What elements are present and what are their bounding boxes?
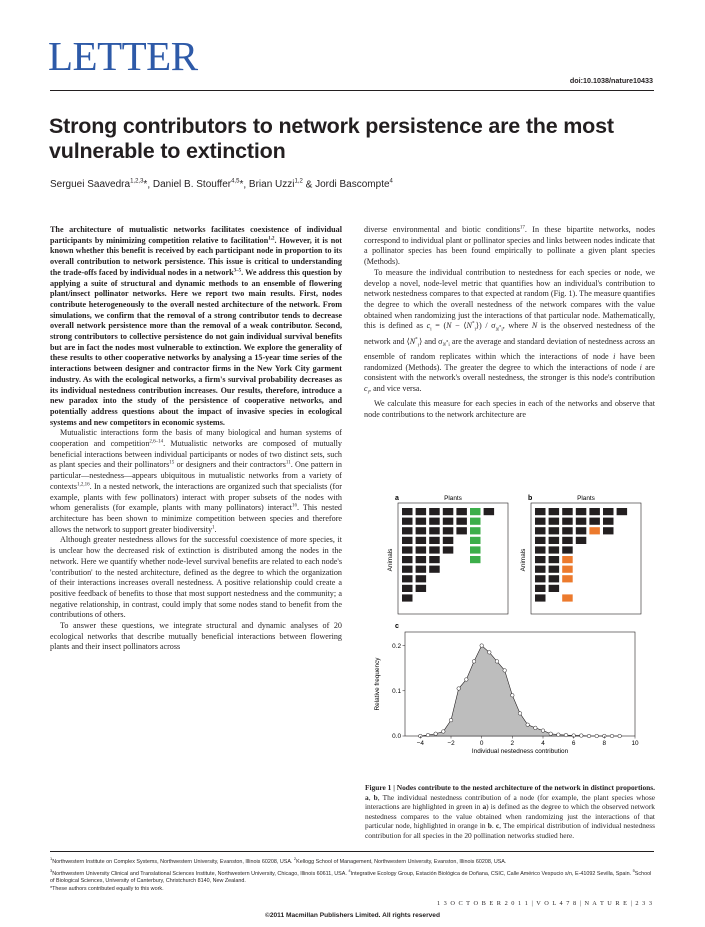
highlighted-cell-orange: [562, 566, 573, 573]
matrix-b: [535, 508, 627, 602]
interaction-cell: [535, 518, 546, 525]
panel-b-label: b: [528, 495, 533, 502]
interaction-cell: [443, 537, 454, 544]
data-point: [457, 687, 461, 691]
body-paragraph: We calculate this measure for each species in each of the networks and observe that node contributions to the network architecture are: [364, 399, 655, 420]
data-point: [564, 733, 568, 737]
data-point: [557, 733, 561, 737]
author-4[interactable]: Jordi Bascompte$^4$: [315, 179, 393, 191]
author-3[interactable]: Brian Uzzi$^{1,2}$: [248, 179, 303, 191]
interaction-cell: [429, 546, 440, 553]
interaction-cell: [416, 585, 427, 592]
highlighted-cell-green: [470, 556, 481, 563]
highlighted-cell-green: [470, 508, 481, 515]
interaction-cell: [603, 508, 614, 515]
body-paragraph-equation: To measure the individual contribution to nestedness for each species or node, we develop a novel, node-level metric that quantifies how an individual's contribution to network nestedness compares to that expected at random (Fig. 1). The measure quantifies the degree to which the overall nestedness of the network compares with the value obtained when randomizing just the interactions of that particular node. Mathematically, this is defined as $c_i = (N$ − $⟨N^*_i⟩) / \sigma_{N^*i}$, where N is the observed nestedness of the network and $⟨N^*_i⟩$ and $\sigma_{N^*i}$ are the average and standard deviation of nestedness across an ensemble of random replicates within which the interactions of node i have been randomized (Methods). The greater the degree to which the interactions of node i are consistent with the network's overall nestedness, the stronger is this node's contribution $c_i$, and vice versa.: [364, 267, 655, 396]
data-point: [472, 660, 476, 664]
interaction-cell: [416, 575, 427, 582]
panel-a-animals-label: Animals: [387, 548, 394, 572]
figure-1: [365, 492, 655, 777]
interaction-cell: [603, 518, 614, 525]
doi-link[interactable]: doi:10.1038/nature10433: [569, 76, 653, 85]
interaction-cell: [535, 546, 546, 553]
interaction-cell: [562, 527, 573, 534]
body-paragraph: Mutualistic interactions form the basis of many biological and human systems of cooperation and competition$^{2,6-14}$. Mutualistic networks are composed of mutually beneficial interactions between individual participants or nodes of two distinct sets, such as plant species and their pollinators$^{15}$ or designers and their contractors$^{11}$. One pattern in particular—nestedness—appears ubiquitous in mutualistic networks from a variety of contexts$^{1,2,16}$. In a nested network, the interactions are organized such that specialists (for example, plants with few pollinators) interact with proper subsets of the nodes with whom generalists (for example, plants with many pollinators) interact$^{16}$. This nested architecture has been shown to minimize competition between species and therefore allows the network to support greater biodiversity$^1$.: [50, 428, 342, 534]
data-point: [534, 726, 538, 730]
data-point: [610, 734, 614, 738]
data-point: [426, 733, 430, 737]
body-paragraph: To answer these questions, we integrate structural and dynamic analyses of 20 ecological networks that describe mutually beneficial interactions between flowering plants and their insect pollinators across: [50, 621, 342, 652]
data-point: [595, 734, 599, 738]
article-title: Strong contributors to network persistence are the most vulnerable to extinction: [49, 114, 614, 163]
panel-c-xlabel: Individual nestedness contribution: [471, 748, 569, 755]
histogram: [392, 643, 639, 747]
interaction-cell: [576, 518, 587, 525]
interaction-cell: [535, 594, 546, 601]
interaction-cell: [549, 566, 560, 573]
data-point: [480, 644, 484, 648]
interaction-cell: [562, 508, 573, 515]
panel-b-animals-label: Animals: [520, 548, 527, 572]
interaction-cell: [576, 508, 587, 515]
affiliation-note: *These authors contributed equally to this work.: [50, 886, 164, 893]
interaction-cell: [549, 537, 560, 544]
copyright: ©2011 Macmillan Publishers Limited. All rights reserved: [264, 912, 441, 919]
data-point: [580, 734, 584, 738]
interaction-cell: [562, 537, 573, 544]
interaction-cell: [589, 508, 600, 515]
interaction-cell: [416, 556, 427, 563]
interaction-cell: [535, 575, 546, 582]
figure-caption: Figure 1 | Nodes contribute to the nested architecture of the network in distinct proportions. a, b, The individual nestedness contribution of a node (for example, the plant species whose interactions are highlighted in green in a) is defined as the degree to which the observed network nestedness compares to the value obtained when randomizing just the interactions of that particular node, highlighted in orange in b. c, The empirical distribution of individual nestedness contribution for all species in the 20 pollination networks studied here.: [365, 783, 656, 840]
affiliation-line: $^1$Northwestern Institute on Complex Systems, Northwestern University, Evanston, Illinois 60208, USA. $^2$Kellogg School of Management, Northwestern University, Evanston, Illinois 60208, USA.: [50, 856, 507, 865]
data-point: [442, 730, 446, 734]
distribution-area: [420, 646, 619, 736]
interaction-cell: [416, 537, 427, 544]
interaction-cell: [443, 508, 454, 515]
journal-section-label: LETTER: [48, 33, 198, 79]
interaction-cell: [549, 585, 560, 592]
interaction-cell: [549, 527, 560, 534]
interaction-cell: [416, 546, 427, 553]
interaction-cell: [429, 508, 440, 515]
affiliation-line: $^3$Northwestern University Clinical and Translational Sciences Institute, Northwestern University, Chicago, Illinois 60611, USA. $^4$Integrative Ecology Group, Estación Biológica de Doñana, CSIC, Calle Américo Vespucio s/n, E-41092 Sevilla, Spain. $^5$School of Biological Sciences, University of Canterbury, Christchurch 8140, New Zealand.: [50, 867, 652, 885]
x-tick-label: −4: [416, 740, 424, 747]
data-point: [511, 694, 515, 698]
abstract: The architecture of mutualistic networks facilitates coexistence of individual participants by minimizing competition relative to facilitation$^{1,2}$. However, it is not known whether this benefit is received by each participant node in proportion to its overall contribution to network persistence. This issue is critical to understanding the trade-offs faced by individual nodes in a network$^{3-5}$. We address this question by applying a suite of structural and dynamic methods to an ensemble of flowering plant/insect pollinator networks. Here we report two main results. First, nodes contribute heterogeneously to the overall nested architecture of the network. From simulations, we confirm that the removal of a strong contributor tends to decrease overall network persistence more than the removal of a weak contributor. Second, strong contributors to collective persistence do not gain individual survival benefits but are in fact the nodes most vulnerable to extinction. We explore the generality of these results to other cooperative networks by analysing a 15-year time series of the interactions between designer and contractor firms in the New York City garment industry. As with the ecological networks, a firm's survival probability decreases as its individual nestedness contribution increases. Our results, therefore, introduce a new paradox into the study of the persistence of cooperative networks, and potentially address questions about the impact of invasive species in ecological systems and new competitors in economic systems.: [50, 225, 343, 427]
y-tick-label: 0.1: [392, 687, 401, 695]
interaction-cell: [603, 527, 614, 534]
interaction-cell: [402, 566, 413, 573]
panel-a-plants-label: Plants: [444, 495, 462, 502]
interaction-cell: [443, 518, 454, 525]
x-tick-label: 4: [541, 740, 545, 747]
interaction-cell: [443, 546, 454, 553]
x-tick-label: 2: [510, 740, 515, 747]
interaction-cell: [416, 527, 427, 534]
matrix-a: [402, 508, 494, 602]
highlighted-cell-green: [470, 537, 481, 544]
body-paragraph: diverse environmental and biotic conditions$^{17}$. In these bipartite networks, nodes correspond to individual plant or pollinator species and links between nodes indicate that a pollinator species has been found empirically to pollinate a given plant species (Methods).: [364, 225, 655, 267]
interaction-cell: [562, 546, 573, 553]
data-point: [503, 669, 507, 673]
data-point: [549, 732, 553, 736]
data-point: [434, 732, 438, 736]
interaction-cell: [402, 537, 413, 544]
data-point: [465, 678, 469, 682]
highlighted-cell-green: [470, 527, 481, 534]
interaction-cell: [576, 537, 587, 544]
affiliation-rule: [50, 851, 654, 852]
interaction-cell: [456, 527, 467, 534]
body-paragraph: Although greater nestedness allows for the successful coexistence of more species, it is unclear how the decreased risk of extinction is distributed among the nodes in the network. Here we quantify whether node-level survival benefits are related to each node's 'contribution' to the nested architecture, defined as the degree to which the organization of their interactions increases overall nestedness. A positive relationship could create a positive feedback of benefits to those that most support nestedness and the community; a negative relationship, in contrast, could imply that some nodes stand to benefit from the contributions of others.: [50, 535, 342, 620]
interaction-cell: [402, 518, 413, 525]
interaction-cell: [484, 508, 495, 515]
interaction-cell: [535, 566, 546, 573]
interaction-cell: [549, 546, 560, 553]
interaction-cell: [549, 556, 560, 563]
data-point: [488, 651, 492, 655]
data-point: [587, 734, 591, 738]
interaction-cell: [429, 537, 440, 544]
highlighted-cell-orange: [562, 594, 573, 601]
highlighted-cell-green: [470, 546, 481, 553]
author-1[interactable]: Serguei Saavedra$^{1,2,3}$*: [50, 179, 148, 191]
interaction-cell: [535, 527, 546, 534]
interaction-cell: [429, 518, 440, 525]
interaction-cell: [402, 556, 413, 563]
data-point: [449, 718, 453, 722]
interaction-cell: [589, 518, 600, 525]
data-point: [541, 729, 545, 733]
issue-line: 1 3 O C T O B E R 2 0 1 1 | V O L 4 7 8 | N A T U R E | 2 3 3: [436, 900, 653, 907]
y-tick-label: 0.2: [392, 642, 401, 650]
x-tick-label: 8: [602, 740, 607, 747]
interaction-cell: [535, 556, 546, 563]
interaction-cell: [416, 566, 427, 573]
interaction-cell: [456, 518, 467, 525]
figure-1-graphic: [365, 492, 655, 777]
data-point: [495, 660, 499, 664]
interaction-cell: [429, 566, 440, 573]
interaction-cell: [402, 575, 413, 582]
interaction-cell: [535, 585, 546, 592]
author-2[interactable]: Daniel B. Stouffer$^{4,5}$*: [152, 179, 244, 191]
interaction-cell: [429, 556, 440, 563]
interaction-cell: [456, 508, 467, 515]
interaction-cell: [416, 508, 427, 515]
right-column: [364, 225, 655, 421]
highlighted-cell-orange: [589, 527, 600, 534]
panel-a-label: a: [395, 495, 399, 502]
interaction-cell: [402, 527, 413, 534]
highlighted-cell-orange: [562, 575, 573, 582]
y-tick-label: 0.0: [392, 733, 401, 741]
x-tick-label: −2: [447, 740, 455, 747]
x-tick-label: 10: [631, 740, 639, 747]
interaction-cell: [549, 518, 560, 525]
interaction-cell: [402, 585, 413, 592]
interaction-cell: [549, 508, 560, 515]
left-column: [50, 225, 342, 653]
data-point: [526, 723, 530, 727]
interaction-cell: [429, 527, 440, 534]
interaction-cell: [535, 537, 546, 544]
author-list: Serguei Saavedra$^{1,2,3}$*, Daniel B. Stouffer$^{4,5}$*, Brian Uzzi$^{1,2}$ & Jordi Bascompte$^4$: [50, 179, 393, 191]
data-point: [518, 712, 522, 716]
panel-c-label: c: [395, 623, 399, 630]
data-point: [618, 734, 622, 738]
interaction-cell: [416, 518, 427, 525]
header-rule: [50, 90, 654, 91]
interaction-cell: [443, 527, 454, 534]
affiliations: [50, 855, 655, 894]
interaction-cell: [402, 508, 413, 515]
interaction-cell: [576, 527, 587, 534]
x-tick-label: 0: [479, 740, 484, 747]
interaction-cell: [402, 594, 413, 601]
panel-b-plants-label: Plants: [577, 495, 595, 502]
highlighted-cell-orange: [562, 556, 573, 563]
x-tick-label: 6: [571, 740, 576, 747]
panel-c-ylabel: Relative frequency: [374, 657, 381, 711]
interaction-cell: [617, 508, 628, 515]
interaction-cell: [549, 575, 560, 582]
interaction-cell: [562, 518, 573, 525]
interaction-cell: [535, 508, 546, 515]
interaction-cell: [402, 546, 413, 553]
highlighted-cell-green: [470, 518, 481, 525]
